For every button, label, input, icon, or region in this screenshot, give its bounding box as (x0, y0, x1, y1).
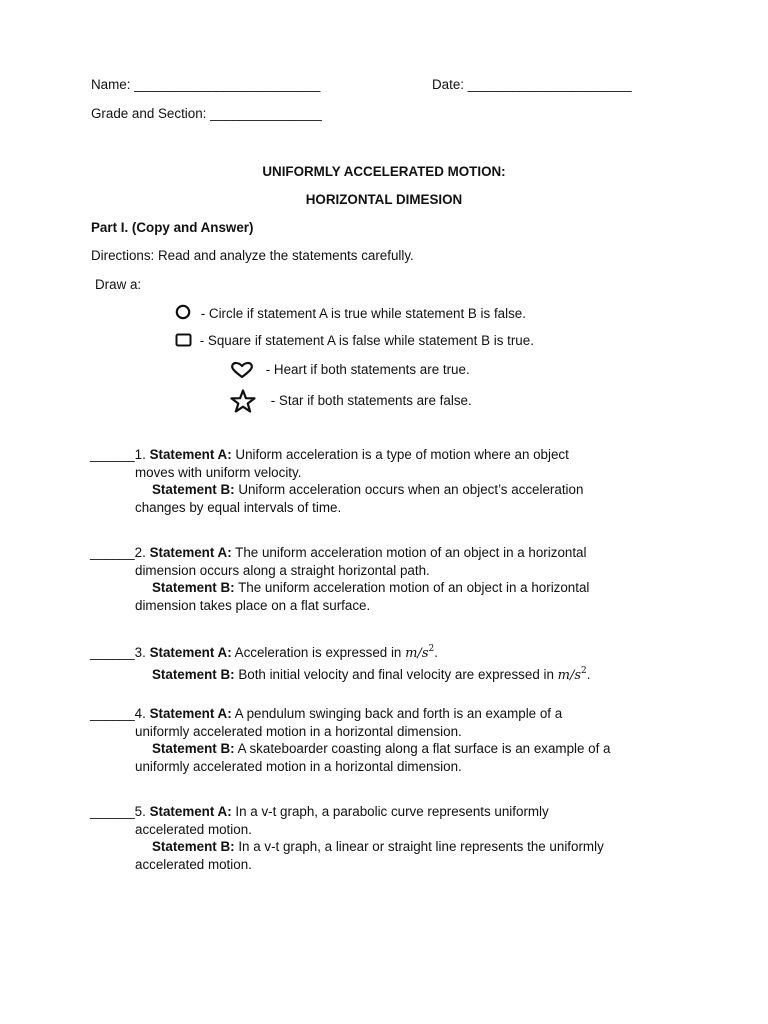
statement-a-text: Acceleration is expressed in (231, 645, 406, 660)
name-field (91, 77, 320, 92)
question-5 (90, 803, 690, 873)
legend-circle-text: - Circle if statement A is true while statement B is false. (200, 306, 526, 321)
statement-a-label: Statement A: (149, 706, 232, 721)
answer-blank: ______2. (90, 545, 150, 560)
question-4 (90, 705, 690, 775)
grade-blank: _______________ (210, 106, 322, 121)
legend-star-text: - Star if both statements are false. (270, 393, 472, 408)
legend-circle (175, 304, 526, 321)
directions: Directions: Read and analyze the statements carefully. (91, 248, 414, 263)
part-heading: Part I. (Copy and Answer) (91, 220, 254, 235)
statement-b-text-cont: dimension takes place on a flat surface. (135, 597, 371, 613)
statement-a-text-cont: moves with uniform velocity. (135, 464, 302, 480)
statement-b-label: Statement B: (152, 482, 235, 497)
unit-ms2: $m/s^2$ (405, 644, 435, 661)
circle-icon (175, 304, 193, 320)
statement-b-text: Both initial velocity and final velocity are expressed in (234, 666, 558, 682)
legend-square-text: - Square if statement A is false while statement B is true. (199, 333, 534, 348)
unit-ms2: $m/s^2$ (557, 665, 587, 683)
statement-b-text: In a v-t graph, a linear or straight line represents the uniformly (234, 839, 604, 854)
statement-a-label: Statement A: (149, 804, 232, 819)
statement-a-text: The uniform acceleration motion of an object in a horizontal (231, 545, 587, 560)
statement-b-text-cont: accelerated motion. (135, 856, 252, 872)
answer-blank: ______4. (90, 706, 150, 721)
answer-blank: ______1. (90, 447, 150, 462)
statement-a-text-cont: dimension occurs along a straight horizontal path. (135, 562, 430, 578)
answer-blank: ______3. (90, 645, 150, 660)
statement-b-text: The uniform acceleration motion of an object in a horizontal (234, 580, 590, 595)
statement-a-label: Statement A: (149, 645, 232, 660)
question-1 (90, 446, 690, 516)
date-field (432, 77, 632, 92)
statement-b-label: Statement B: (152, 741, 235, 756)
name-label: Name: (91, 77, 131, 92)
name-blank: _________________________ (134, 77, 321, 92)
grade-label: Grade and Section: (91, 106, 207, 121)
statement-b-text-cont: uniformly accelerated motion in a horizontal dimension. (135, 758, 462, 774)
draw-label: Draw a: (95, 277, 142, 292)
square-icon (175, 333, 193, 347)
statement-b-text: Uniform acceleration occurs when an object’s acceleration (234, 482, 584, 497)
title-line-1: UNIFORMLY ACCELERATED MOTION: (262, 164, 506, 179)
legend-heart-text: - Heart if both statements are true. (265, 362, 470, 377)
statement-b-label: Statement B: (152, 580, 235, 595)
question-3: ______3. Statement A: Acceleration is expressed in $m/s^2$. Statement B: Both initial velocity and final velocity are expressed in $m/s^2$. (90, 644, 591, 683)
legend-square (175, 333, 534, 348)
star-icon (229, 389, 257, 413)
statement-b-label: Statement B: (152, 666, 235, 682)
date-label: Date: (432, 77, 465, 92)
legend-heart (230, 361, 470, 379)
statement-a-text: A pendulum swinging back and forth is an example of a (231, 706, 563, 721)
question-2 (90, 544, 690, 614)
statement-b-text: A skateboarder coasting along a flat surface is an example of a (234, 741, 611, 756)
heart-icon (230, 361, 254, 379)
statement-b-label: Statement B: (152, 839, 235, 854)
statement-a-text-cont: uniformly accelerated motion in a horizontal dimension. (135, 723, 462, 739)
date-blank: ______________________ (467, 77, 632, 92)
statement-a-label: Statement A: (149, 545, 232, 560)
statement-a-text: Uniform acceleration is a type of motion where an object (231, 447, 569, 462)
statement-a-text-cont: accelerated motion. (135, 821, 252, 837)
title-line-2: HORIZONTAL DIMESION (305, 192, 463, 207)
legend-star (229, 389, 472, 413)
answer-blank: ______5. (90, 804, 150, 819)
grade-section-field (91, 106, 322, 121)
statement-a-label: Statement A: (149, 447, 232, 462)
statement-b-text-cont: changes by equal intervals of time. (135, 499, 342, 515)
statement-a-text: In a v-t graph, a parabolic curve represents uniformly (231, 804, 549, 819)
